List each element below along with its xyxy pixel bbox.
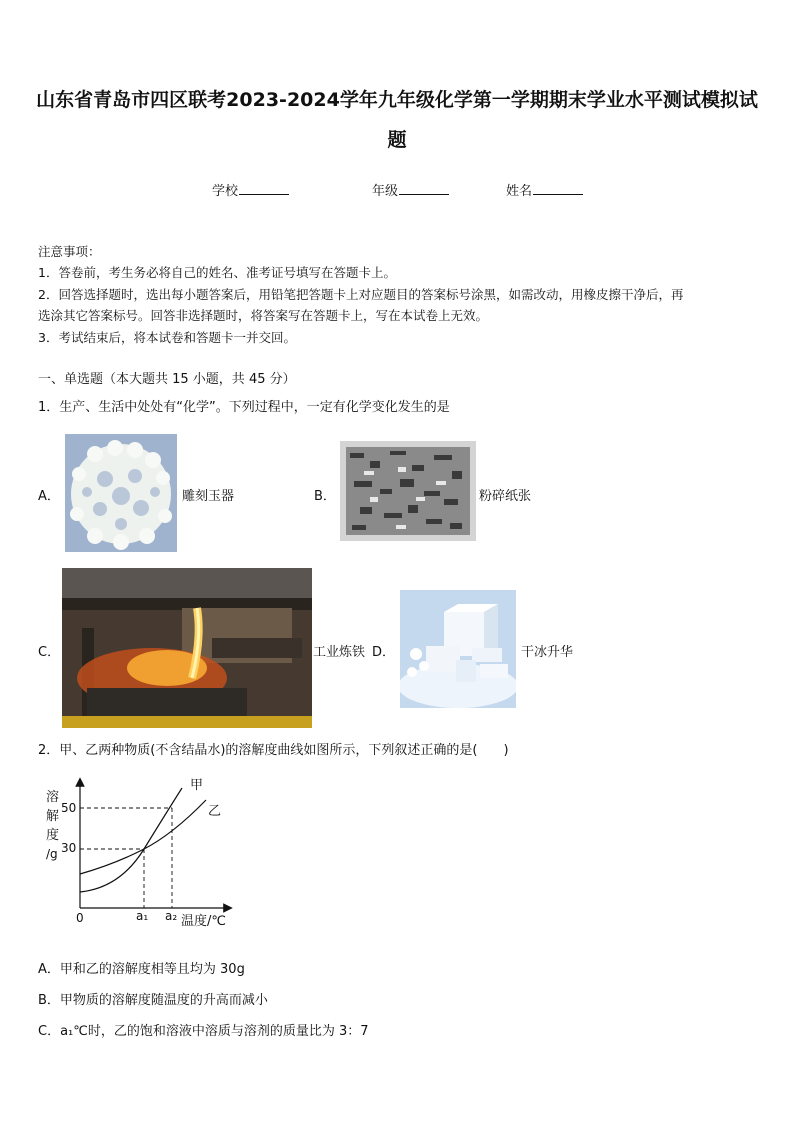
school-label: 学校: [212, 184, 239, 199]
option-d-text: 干冰升华: [521, 645, 574, 660]
note-item-3: 3．考试结束后，将本试卷和答题卡一并交回。: [38, 330, 296, 345]
option-a-text: 雕刻玉器: [182, 489, 235, 504]
notes-heading: 注意事项：: [38, 244, 101, 259]
dry-ice-image: [400, 590, 516, 708]
note-item-2-continued: 选涂其它答案标号。回答非选择题时，将答案写在答题卡上，写在本试卷上无效。: [38, 308, 489, 323]
option-b-text: 粉碎纸张: [479, 489, 532, 504]
grade-label: 年级: [372, 184, 399, 199]
name-blank: [533, 182, 583, 195]
question-1-stem: 1．生产、生活中处处有“化学”。下列过程中，一定有化学变化发生的是: [38, 400, 450, 415]
option-a-letter: A．: [38, 489, 60, 504]
page-title: 山东省青岛市四区联考2023-2024学年九年级化学第一学期期末学业水平测试模拟试: [36, 89, 758, 111]
y-axis-label: [46, 788, 59, 864]
option-b-letter: B．: [314, 489, 336, 504]
curve-yi: [80, 800, 206, 874]
y-tick-50: 50: [61, 801, 77, 815]
question-2-stem: 2．甲、乙两种物质(不含结晶水)的溶解度曲线如图所示，下列叙述正确的是( ): [38, 743, 509, 758]
option-c-text: 工业炼铁: [313, 645, 366, 660]
iron-smelting-image: [62, 568, 312, 728]
note-item-1: 1．答卷前，考生务必将自己的姓名、准考证号填写在答题卡上。: [38, 265, 396, 280]
name-label: 姓名: [506, 184, 533, 199]
x-tick-a1: a₁: [136, 909, 149, 923]
x-tick-a2: a₂: [165, 909, 178, 923]
y-label-2: 解: [46, 809, 60, 824]
y-label-3: 度: [46, 828, 60, 843]
q2-option-c: C．a₁℃时，乙的饱和溶液中溶质与溶剂的质量比为 3：7: [38, 1024, 369, 1039]
x-axis-label: 温度/℃: [181, 914, 226, 929]
school-blank: [239, 182, 289, 195]
curve-yi-label: 乙: [208, 804, 222, 819]
section-heading: 一、单选题（本大题共 15 小题，共 45 分）: [38, 372, 296, 387]
option-d-letter: D．: [372, 645, 396, 660]
grade-field: [372, 180, 449, 199]
y-tick-30: 30: [61, 841, 77, 855]
jade-carving-image: [65, 434, 177, 552]
curve-jia: [80, 788, 182, 892]
curve-jia-label: 甲: [190, 778, 204, 793]
option-c-letter: C．: [38, 645, 61, 660]
solubility-graph: [40, 770, 240, 930]
y-label-1: 溶: [46, 790, 60, 805]
q2-option-b: B．甲物质的溶解度随温度的升高而减小: [38, 993, 268, 1008]
q2-option-a: A．甲和乙的溶解度相等且均为 30g: [38, 962, 245, 977]
name-field: [506, 180, 583, 199]
page-title-continued: 题: [387, 129, 407, 151]
y-label-4: /g: [46, 847, 58, 861]
origin-label: 0: [76, 911, 84, 925]
school-field: [212, 180, 289, 199]
note-item-2: 2．回答选择题时，选出每小题答案后，用铅笔把答题卡上对应题目的答案标号涂黑，如需改动，用橡皮擦干净后，再: [38, 287, 684, 302]
shredded-paper-image: [340, 441, 476, 541]
grade-blank: [399, 182, 449, 195]
